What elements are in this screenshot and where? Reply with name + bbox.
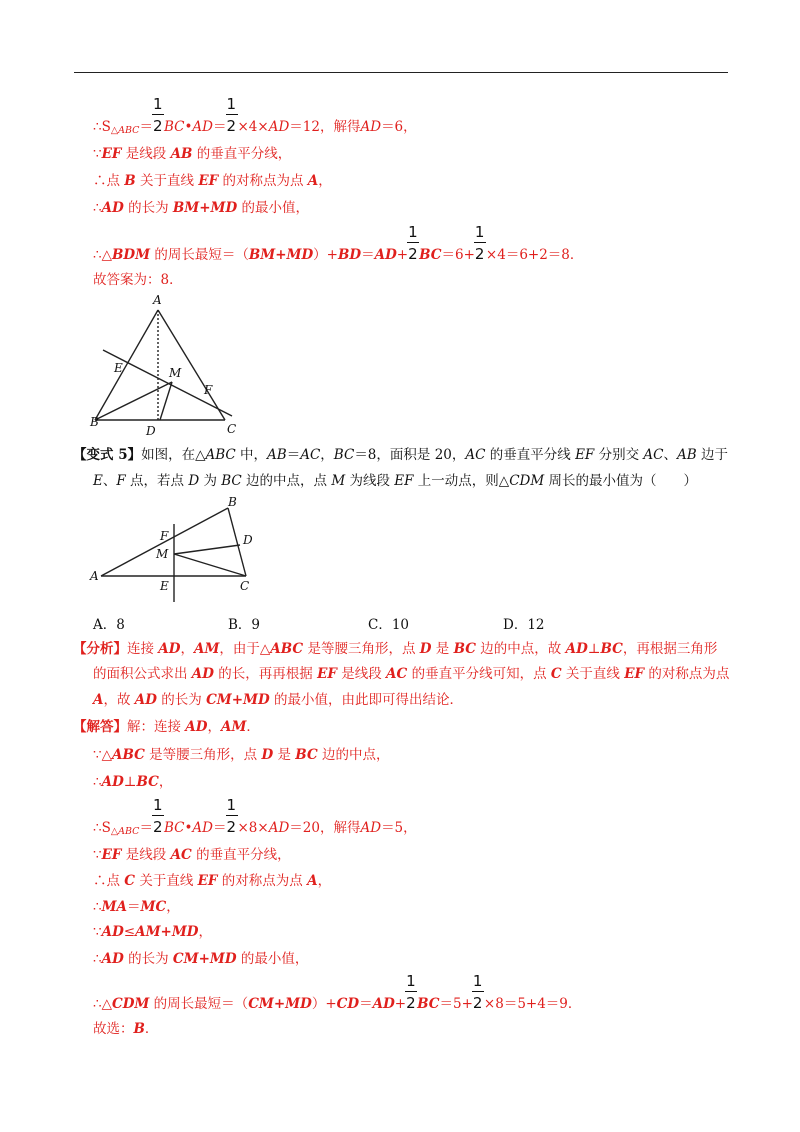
label-b: B bbox=[90, 415, 99, 429]
solution-line-6: ∴MA＝MC， bbox=[93, 899, 180, 915]
statement-line: ∴点 B 关于直线 EF 的对称点为点 A， bbox=[93, 173, 332, 189]
option-a[interactable]: A．8 bbox=[93, 617, 125, 633]
analysis-tag: 【分析】 bbox=[73, 641, 127, 657]
label-e: E bbox=[114, 361, 123, 375]
figure-1-triangle bbox=[85, 290, 245, 440]
fraction-half: $\frac{1}{2}$ bbox=[226, 95, 237, 135]
statement-line: ∵EF 是线段 AB 的垂直平分线， bbox=[93, 146, 292, 162]
fraction-half: $\frac{1}{2}$ bbox=[406, 972, 416, 1012]
solution-line-4: ∵EF 是线段 AC 的垂直平分线， bbox=[93, 847, 291, 863]
label-m: M bbox=[169, 366, 182, 380]
fraction-half: $\frac{1}{2}$ bbox=[152, 95, 163, 135]
header-rule bbox=[74, 72, 728, 73]
fraction-half: $\frac{1}{2}$ bbox=[152, 796, 163, 836]
label-c: C bbox=[227, 422, 237, 436]
label-c: C bbox=[240, 579, 250, 593]
label-d: D bbox=[146, 424, 156, 438]
label-d: D bbox=[243, 533, 253, 547]
perimeter-line: ∴△BDM 的周长最短＝（BM+MD）+BD＝AD+ $\frac{1}{2}BC=6+$ $\frac{1}{2}\times 4=6+2=8$． bbox=[93, 223, 584, 263]
solution-area-line: $\therefore S_{\triangle ABC}=$ $\frac{1}{2}BC•AD=$ $\frac{1}{2}\times 8\times AD=20$，解得AD＝5， bbox=[93, 796, 417, 837]
option-c[interactable]: C．10 bbox=[368, 617, 410, 633]
label-b: B bbox=[228, 495, 237, 509]
analysis-line-3: A，故 AD 的长为 CM+MD 的最小值，由此即可得出结论． bbox=[93, 692, 464, 708]
solution-line-5: ∴点 C 关于直线 EF 的对称点为点 A， bbox=[93, 873, 332, 889]
answer-line: 故答案为：8． bbox=[93, 272, 183, 288]
solution-line-2: ∴AD⊥BC， bbox=[93, 774, 173, 790]
option-b[interactable]: B．9 bbox=[228, 617, 261, 633]
statement-line: ∴AD 的长为 BM+MD 的最小值， bbox=[93, 200, 309, 216]
analysis-line-2: 的面积公式求出 AD 的长，再再根据 EF 是线段 AC 的垂直平分线可知，点 C 关于直线 EF 的对称点为点 bbox=[93, 666, 730, 682]
solution-line-0: 【解答】解：连接 AD，AM． bbox=[73, 719, 260, 735]
problem-line-2: E、F 点，若点 D 为 BC 边的中点，点 M 为线段 EF 上一动点，则△CDM 周长的最小值为（ ） bbox=[93, 473, 697, 489]
figure-2-triangle bbox=[88, 492, 268, 607]
solution-perimeter-line: ∴△CDM 的周长最短＝（CM+MD）+CD＝AD+ $\frac{1}{2}BC=5+$ $\frac{1}{2}\times 8=5+4=9$． bbox=[93, 972, 582, 1012]
solution-line-7: ∵AD≤AM+MD， bbox=[93, 924, 212, 940]
problem-tag: 【变式 5】 bbox=[73, 447, 142, 463]
analysis-line-1: 【分析】连接 AD，AM，由于△ABC 是等腰三角形，点 D 是 BC 边的中点，故 AD⊥BC，再根据三角形 bbox=[73, 641, 718, 657]
problem-line-1: 【变式 5】如图，在△ABC 中，AB＝AC，BC＝8，面积是 20，AC 的垂直平分线 EF 分别交 AC、AB 边于 bbox=[73, 447, 728, 463]
option-d[interactable]: D．12 bbox=[503, 617, 545, 633]
area-formula-line-1: $\therefore S_{\triangle ABC}=$ $\frac{1}{2}BC•AD=$ $\frac{1}{2}\times 4\times AD=12$，解得AD＝6， bbox=[93, 95, 417, 136]
fraction-half: $\frac{1}{2}$ bbox=[226, 796, 237, 836]
fraction-half: $\frac{1}{2}$ bbox=[472, 972, 483, 1012]
fraction-half: $\frac{1}{2}$ bbox=[408, 223, 418, 263]
label-f: F bbox=[204, 383, 213, 397]
solution-line-1: ∵△ABC 是等腰三角形，点 D 是 BC 边的中点， bbox=[93, 747, 390, 763]
solution-final-answer: 故选：B． bbox=[93, 1021, 159, 1037]
label-a: A bbox=[90, 569, 99, 583]
label-e: E bbox=[160, 579, 169, 593]
fraction-half: $\frac{1}{2}$ bbox=[474, 223, 485, 263]
label-f: F bbox=[160, 529, 169, 543]
label-m: M bbox=[156, 547, 169, 561]
label-a: A bbox=[153, 293, 162, 307]
solution-line-8: ∴AD 的长为 CM+MD 的最小值， bbox=[93, 951, 309, 967]
solution-tag: 【解答】 bbox=[73, 719, 127, 735]
